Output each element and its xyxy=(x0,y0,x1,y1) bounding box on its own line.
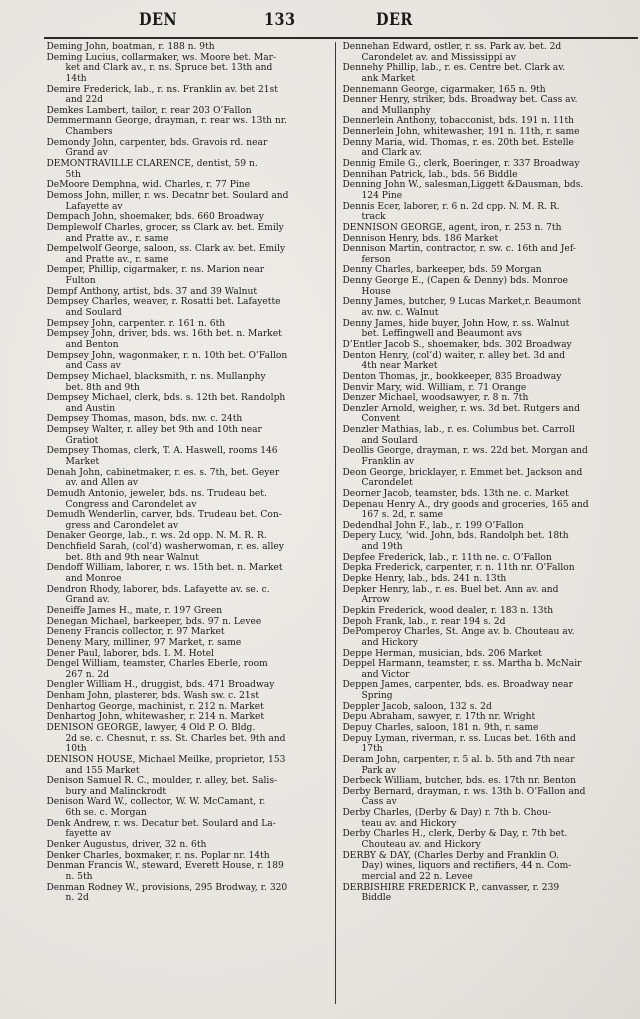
entry-line: Depuy Charles, saloon, 181 n. 9th, r. same xyxy=(342,722,539,733)
entry-line: Dempsey John, driver, bds. ws. 16th bet. n. Market xyxy=(46,328,282,340)
entry-line: Deming John, boatman, r. 188 n. 9th xyxy=(46,41,215,52)
entry-line: Depu Abraham, sawyer, r. 17th nr. Wright xyxy=(342,711,536,723)
directory-entry xyxy=(46,53,331,85)
directory-entry xyxy=(46,468,331,489)
entry-line: Denning John W., salesman,Liggett &Dausman, bds. xyxy=(342,179,584,191)
directory-entry xyxy=(342,659,632,680)
entry-continuation-line: 167 s. 2d, r. same xyxy=(361,509,443,521)
entry-continuation-line: House xyxy=(361,285,391,297)
entry-line: Denny James, hide buyer, John How, r. ss. Walnut xyxy=(342,317,570,329)
directory-entry xyxy=(46,776,331,797)
entry-line: Denton Thomas, jr., bookkeeper, 835 Broadway xyxy=(342,370,562,382)
entry-line: Dempf Anthony, artist, bds. 37 and 39 Walnut xyxy=(46,285,258,297)
entry-line: Depery Lucy, ‘wid. John, bds. Randolph bet. 18th xyxy=(342,530,569,542)
directory-entry xyxy=(342,531,632,552)
entry-continuation-line: and Benton xyxy=(65,338,119,350)
entry-line: Dempsey John, wagonmaker, r. n. 10th bet. O’Fallon xyxy=(46,349,288,361)
entry-line: Denman Francis W., steward, Everett House, r. 189 xyxy=(46,860,284,872)
entry-line: Demire Frederick, lab., r. ns. Franklin av. bet 21st xyxy=(46,83,278,95)
directory-entry xyxy=(46,510,331,531)
entry-continuation-line: bet. Leffingwell and Beaumont avs xyxy=(361,328,522,340)
entry-line: Dengel William, teamster, Charles Eberle, room xyxy=(46,658,268,670)
entry-continuation-line: and Clark av. xyxy=(361,147,423,159)
page-header xyxy=(44,4,636,34)
entry-continuation-line: and 155 Market xyxy=(65,764,140,776)
directory-entry xyxy=(46,425,331,446)
entry-continuation-line: 10th xyxy=(65,743,87,755)
entry-continuation-line: n. 2d xyxy=(65,892,89,904)
directory-entry xyxy=(342,95,632,116)
entry-continuation-line: and 22d xyxy=(65,94,103,106)
entry-line: Dennerlein John, whitewasher, 191 n. 11th, r. same xyxy=(342,126,580,138)
entry-line: Denk Andrew, r. ws. Decatur bet. Soulard and La- xyxy=(46,817,276,829)
entry-line: DERBISHIRE FREDERICK P., canvasser, r. 239 xyxy=(342,881,560,893)
directory-entry xyxy=(342,829,632,850)
directory-entry xyxy=(46,446,331,467)
entry-continuation-line: ferson xyxy=(361,253,391,265)
directory-entry xyxy=(46,351,331,372)
directory-entry xyxy=(342,755,632,776)
directory-entry xyxy=(342,585,632,606)
directory-entry xyxy=(342,276,632,297)
entry-continuation-line: 14th xyxy=(65,72,87,84)
entry-continuation-line: Market xyxy=(65,455,100,467)
entry-line: Dendoff William, laborer, r. ws. 15th bet. n. Market xyxy=(46,562,283,574)
directory-entry xyxy=(342,351,632,372)
entry-line: Deppel Harmann, teamster, r. ss. Martha b. McNair xyxy=(342,658,582,670)
entry-continuation-line: and Mullanphy xyxy=(361,104,431,116)
directory-entry xyxy=(342,202,632,223)
directory-entry xyxy=(46,755,331,776)
entry-line: Denker Augustus, driver, 32 n. 6th xyxy=(46,839,207,851)
directory-entry xyxy=(342,500,632,521)
entry-continuation-line: and Austin xyxy=(65,402,116,414)
entry-line: Dempsey Michael, clerk, bds. s. 12th bet. Randolph xyxy=(46,392,286,404)
entry-line: Dempsey Thomas, mason, bds. nw. c. 24th xyxy=(46,413,243,425)
entry-line: Depoh Frank, lab., r. rear 194 s. 2d xyxy=(342,615,506,627)
entry-line: Denker Charles, boxmaker, r. ns. Poplar nr. 14th xyxy=(46,849,270,861)
entry-line: Dempsey Thomas, clerk, T. A. Haswell, rooms 146 xyxy=(46,445,278,457)
entry-line: Dempsey Michael, blacksmith, r. ns. Mullanphy xyxy=(46,370,266,382)
entry-line: Denchfield Sarah, (col’d) washerwoman, r. es. alley xyxy=(46,541,284,553)
entry-line: Depke Henry, lab., bds. 241 n. 13th xyxy=(342,573,507,585)
directory-entry xyxy=(46,585,331,606)
entry-continuation-line: 17th xyxy=(361,743,383,755)
entry-continuation-line: av. and Allen av xyxy=(65,477,138,489)
entry-line: Demoss John, miller, r. ws. Decatnr bet. Soulard and xyxy=(46,189,289,201)
directory-entry xyxy=(342,734,632,755)
directory-entry xyxy=(46,861,331,882)
entry-line: Denhartog John, whitewasher, r. 214 n. Market xyxy=(46,711,265,723)
entry-line: Denegan Michael, barkeeper, bds. 97 n. Levee xyxy=(46,615,262,627)
entry-line: Denzer Michael, woodsawyer, r. 8 n. 7th xyxy=(342,392,529,404)
entry-continuation-line: Convent xyxy=(361,413,400,425)
entry-line: Depker Henry, lab., r. es. Buel bet. Ann av. and xyxy=(342,583,559,595)
entry-line: Depfee Frederick, lab., r. 11th ne. c. O’Fallon xyxy=(342,551,552,563)
entry-line: Dempelwolf George, saloon, ss. Clark av. bet. Emily xyxy=(46,243,286,255)
entry-line: Dennis Ecer, laborer, r. 6 n. 2d cpp. N. M. R. R. xyxy=(342,200,560,212)
entry-line: Depenau Henry A., dry goods and groceries, 165 and xyxy=(342,498,589,510)
directory-entry xyxy=(342,42,632,63)
entry-continuation-line: Spring xyxy=(361,690,393,702)
entry-line: DENISON GEORGE, lawyer, 4 Old P. O. Bldg. xyxy=(46,722,256,733)
directory-entry xyxy=(342,851,632,883)
directory-entry xyxy=(342,787,632,808)
entry-continuation-line: and Pratte av., r. same xyxy=(65,253,169,265)
entry-line: DERBY & DAY, (Charles Derby and Franklin O. xyxy=(342,849,559,861)
left-guide-word: DEN xyxy=(139,10,178,30)
directory-entry xyxy=(342,808,632,829)
entry-line: Dedendhal John F., lab., r. 199 O’Fallon xyxy=(342,519,524,531)
entry-line: Dempsey John, carpenter. r. 161 n. 6th xyxy=(46,317,226,329)
directory-entry xyxy=(46,393,331,414)
entry-line: Deneny Mary, milliner, 97 Market, r. same xyxy=(46,636,242,648)
entry-line: Denny James, butcher, 9 Lucas Market,r. Beaumont xyxy=(342,296,582,308)
entry-line: Deneny Francis collector, r. 97 Market xyxy=(46,626,225,638)
entry-continuation-line: bury and Malinckrodt xyxy=(65,785,167,797)
entry-continuation-line: and Hickory xyxy=(361,636,419,648)
directory-entry xyxy=(46,563,331,584)
entry-continuation-line: ket and Clark av., r. ns. Spruce bet. 13th and xyxy=(65,62,273,74)
entry-continuation-line: gress and Carondelet av xyxy=(65,519,179,531)
directory-entry xyxy=(46,116,331,137)
directory-entry xyxy=(342,138,632,159)
entry-line: Depka Frederick, carpenter, r. n. 11th nr. O’Fallon xyxy=(342,562,575,574)
entry-line: Denny George E., (Capen & Denny) bds. Monroe xyxy=(342,275,569,287)
entry-line: Dener Paul, laborer, bds. I. M. Hotel xyxy=(46,647,215,659)
entry-continuation-line: and Cass av xyxy=(65,360,121,372)
entry-line: Dempsey Walter, r. alley bet 9th and 10th near xyxy=(46,424,262,436)
entry-line: Demper, Phillip, cigarmaker, r. ns. Marion near xyxy=(46,264,265,276)
entry-line: Dempsey Charles, weaver, r. Rosatti bet. Lafayette xyxy=(46,296,281,308)
entry-continuation-line: 124 Pine xyxy=(361,189,403,201)
entry-line: Denaker George, lab., r. ws. 2d opp. N. M. R. R. xyxy=(46,530,267,542)
entry-continuation-line: Day) wines, liquors and rectifiers, 44 n. Com- xyxy=(361,860,572,872)
entry-line: DENNISON GEORGE, agent, iron, r. 253 n. 7th xyxy=(342,221,562,233)
directory-entry xyxy=(342,446,632,467)
directory-entry xyxy=(46,297,331,318)
page-number: 133 xyxy=(264,10,296,30)
directory-entry xyxy=(46,159,331,180)
entry-continuation-line: Gratiot xyxy=(65,434,99,446)
entry-line: Denhartog George, machinist, r. 212 n. Market xyxy=(46,700,264,712)
directory-entry xyxy=(342,425,632,446)
entry-continuation-line: Chambers xyxy=(65,126,113,138)
entry-continuation-line: Chouteau av. and Hickory xyxy=(361,839,481,851)
entry-line: Dennison Henry, bds. 186 Market xyxy=(342,232,499,244)
entry-continuation-line: and 19th xyxy=(361,541,403,553)
header-rule xyxy=(44,37,638,39)
entry-continuation-line: and Soulard xyxy=(65,307,122,319)
entry-line: Denah John, cabinetmaker, r. es. s. 7th, bet. Geyer xyxy=(46,466,280,478)
entry-line: Deorner Jacob, teamster, bds. 13th ne. c. Market xyxy=(342,487,569,499)
entry-continuation-line: Grand av. xyxy=(65,594,110,606)
entry-line: Denham John, plasterer, bds. Wash sw. c. 21st xyxy=(46,690,260,702)
directory-entry xyxy=(46,883,331,904)
entry-continuation-line: Congress and Carondelet av xyxy=(65,498,197,510)
entry-line: Dennison Martin, contractor, r. sw. c. 16th and Jef- xyxy=(342,243,576,255)
entry-line: Demudh Wenderlin, carver, bds. Trudeau bet. Con- xyxy=(46,509,282,521)
entry-continuation-line: ank Market xyxy=(361,72,415,84)
entry-continuation-line: and Pratte av., r. same xyxy=(65,232,169,244)
entry-continuation-line: av. nw. c. Walnut xyxy=(361,307,439,319)
entry-line: Demplewolf Charles, grocer, ss Clark av. bet. Emily xyxy=(46,221,284,233)
entry-continuation-line: Carondelet av. and Mississippi av xyxy=(361,51,516,63)
directory-entry xyxy=(342,244,632,265)
directory-entry xyxy=(342,404,632,425)
directory-entry xyxy=(46,797,331,818)
entry-line: Dengler William H., druggist, bds. 471 Broadway xyxy=(46,679,275,691)
right-guide-word: DER xyxy=(376,10,413,30)
entry-line: DEMONTRAVILLE CLARENCE, dentist, 59 n. xyxy=(46,158,258,170)
entry-line: Deollis George, drayman, r. ws. 22d bet. Morgan and xyxy=(342,445,588,457)
directory-entry xyxy=(46,542,331,563)
entry-continuation-line: fayette av xyxy=(65,828,112,840)
directory-entry xyxy=(342,180,632,201)
entry-line: Depkin Frederick, wood dealer, r. 183 n. 13th xyxy=(342,604,554,616)
entry-continuation-line: Biddle xyxy=(361,892,392,904)
entry-line: Denzler Arnold, weigher, r. ws. 3d bet. Rutgers and xyxy=(342,402,580,414)
entry-line: Denison Ward W., collector, W. W. McCamant, r. xyxy=(46,796,266,808)
entry-line: Deppe Herman, musician, bds. 206 Market xyxy=(342,647,542,659)
entry-line: Derby Charles, (Derby & Day) r. 7th b. Chou- xyxy=(342,807,551,819)
entry-continuation-line: track xyxy=(361,211,386,223)
directory-entry xyxy=(46,244,331,265)
directory-entry xyxy=(46,138,331,159)
entry-continuation-line: Franklin av xyxy=(361,455,415,467)
entry-continuation-line: Cass av xyxy=(361,796,397,808)
left-column xyxy=(46,42,331,904)
entry-continuation-line: 2d se. c. Chesnut, r. ss. St. Charles bet. 9th and xyxy=(65,732,286,744)
directory-entry xyxy=(46,265,331,286)
entry-line: Denny Charles, barkeeper, bds. 59 Morgan xyxy=(342,264,542,276)
entry-continuation-line: Arrow xyxy=(361,594,391,606)
entry-line: Deming Lucius, collarmaker, ws. Moore bet. Mar- xyxy=(46,51,277,63)
entry-line: Dempach John, shoemaker, bds. 660 Broadway xyxy=(46,211,264,223)
directory-entry xyxy=(342,680,632,701)
entry-line: Denner Henry, striker, bds. Broadway bet. Cass av. xyxy=(342,94,578,106)
entry-continuation-line: and Victor xyxy=(361,668,410,680)
entry-line: DeMoore Demphna, wid. Charles, r. 77 Pine xyxy=(46,179,251,191)
entry-line: Deppler Jacob, saloon, 132 s. 2d xyxy=(342,700,492,712)
entry-line: D’Entler Jacob S., shoemaker, bds. 302 Broadway xyxy=(342,338,572,350)
entry-line: Denzler Mathias, lab., r. es. Columbus bet. Carroll xyxy=(342,424,575,436)
entry-line: Demondy John, carpenter, bds. Gravois rd. near xyxy=(46,136,268,148)
entry-line: Depuy Lyman, riverman, r. ss. Lucas bet. 16th and xyxy=(342,732,576,744)
directory-entry xyxy=(342,468,632,489)
directory-entry xyxy=(46,723,331,755)
entry-line: Dennehan Edward, ostler, r. ss. Park av. bet. 2d xyxy=(342,41,562,52)
column-divider xyxy=(335,42,336,1004)
directory-entry xyxy=(46,819,331,840)
entry-line: Demmermann George, drayman, r. rear ws. 13th nr. xyxy=(46,115,288,127)
entry-line: Dennihan Patrick, lab., bds. 56 Biddle xyxy=(342,168,518,180)
entry-line: Derbeck William, butcher, bds. es. 17th nr. Benton xyxy=(342,775,576,787)
directory-entry xyxy=(342,297,632,318)
entry-line: Demudh Antonio, jeweler, bds. ns. Trudeau bet. xyxy=(46,487,267,499)
entry-continuation-line: 4th near Market xyxy=(361,360,438,372)
entry-line: Dennehy Phillip, lab., r. es. Centre bet. Clark av. xyxy=(342,62,566,74)
entry-line: Derby Charles H., clerk, Derby & Day, r. 7th bet. xyxy=(342,828,568,840)
entry-continuation-line: bet. 8th and 9th xyxy=(65,381,140,393)
directory-entry xyxy=(342,883,632,904)
entry-line: Derby Bernard, drayman, r. ws. 13th b. O’Fallon and xyxy=(342,785,586,797)
entry-line: Denny Maria, wid. Thomas, r. es. 20th bet. Estelle xyxy=(342,136,574,148)
entry-line: Denvir Mary, wid. William, r. 71 Orange xyxy=(342,381,527,393)
entry-line: Dennig Emile G., clerk, Boeringer, r. 337 Broadway xyxy=(342,158,580,170)
entry-line: Dennerlein Anthony, tobacconist, bds. 191 n. 11th xyxy=(342,115,575,127)
directory-entry xyxy=(342,319,632,340)
entry-continuation-line: Grand av xyxy=(65,147,108,159)
entry-continuation-line: Park av xyxy=(361,764,397,776)
entry-continuation-line: and Monroe xyxy=(65,573,122,585)
entry-line: Denison Samuel R. C., moulder, r. alley, bet. Salis- xyxy=(46,775,278,787)
entry-line: Denton Henry, (col’d) waiter, r. alley bet. 3d and xyxy=(342,349,566,361)
entry-line: Deram John, carpenter, r. 5 al. b. 5th and 7th near xyxy=(342,753,575,765)
directory-entry xyxy=(46,191,331,212)
directory-entry xyxy=(342,63,632,84)
entry-continuation-line: and Soulard xyxy=(361,434,418,446)
entry-continuation-line: teau av. and Hickory xyxy=(361,817,457,829)
directory-entry xyxy=(46,659,331,680)
entry-continuation-line: Carondelet xyxy=(361,477,413,489)
directory-entry xyxy=(46,372,331,393)
entry-line: DePomperoy Charles, St. Ange av. b. Chouteau av. xyxy=(342,626,575,638)
directory-entry xyxy=(46,329,331,350)
entry-line: Deon George, bricklayer, r. Emmet bet. Jackson and xyxy=(342,466,583,478)
entry-continuation-line: mercial and 22 n. Levee xyxy=(361,870,473,882)
entry-continuation-line: 5th xyxy=(65,168,81,180)
entry-continuation-line: Lafayette av xyxy=(65,200,123,212)
entry-line: Deneiffe James H., mate, r. 197 Green xyxy=(46,604,223,616)
directory-entry xyxy=(46,223,331,244)
entry-continuation-line: 267 n. 2d xyxy=(65,668,110,680)
directory-entry xyxy=(342,627,632,648)
entry-line: Dendron Rhody, laborer, bds. Lafayette av. se. c. xyxy=(46,583,270,595)
directory-entry xyxy=(46,489,331,510)
entry-line: Demkes Lambert, tailor, r. rear 203 O’Fallon xyxy=(46,104,252,116)
entry-continuation-line: bet. 8th and 9th near Walnut xyxy=(65,551,199,563)
entry-continuation-line: Fulton xyxy=(65,275,96,287)
entry-line: Deppen James, carpenter, bds. es. Broadway near xyxy=(342,679,573,691)
entry-line: DENISON HOUSE, Michael Meilke, proprietor, 153 xyxy=(46,753,286,765)
entry-line: Denman Rodney W., provisions, 295 Brodway, r. 320 xyxy=(46,881,288,893)
entry-continuation-line: 6th se. c. Morgan xyxy=(65,807,147,819)
entry-continuation-line: n. 5th xyxy=(65,870,93,882)
right-column xyxy=(342,42,632,904)
directory-entry xyxy=(46,85,331,106)
entry-line: Dennemann George, cigarmaker, 165 n. 9th xyxy=(342,83,546,95)
